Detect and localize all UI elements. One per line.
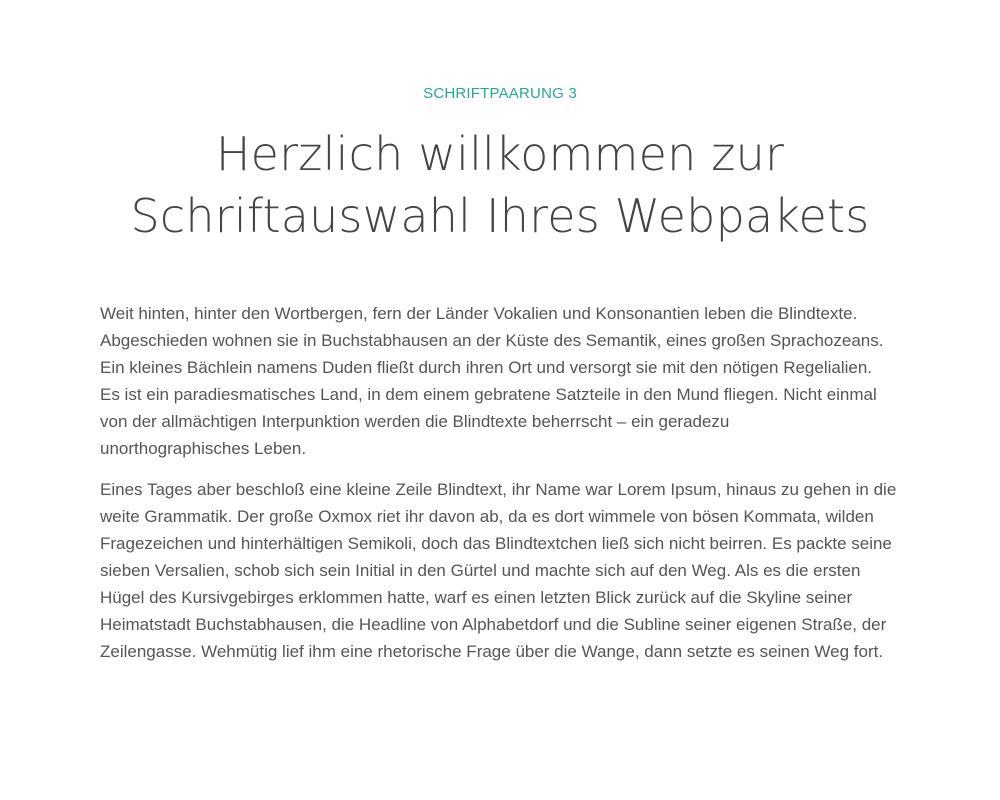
paragraph-line: Weit hinten, hinter den Wortbergen, fern der Länder Vokalien und Konsonantien leben die Blindtexte.: [100, 304, 858, 323]
page-title-line-1: Herzlich willkommen zur: [215, 127, 785, 181]
page-title-line-2: Schriftauswahl Ihres Webpakets: [130, 189, 870, 243]
paragraph-line: Eines Tages aber beschloß eine kleine Zeile Blindtext, ihr Name war Lorem Ipsum, hinaus zu gehen in die: [100, 480, 897, 499]
paragraph-line: Fragezeichen und hinterhältigen Semikoli, doch das Blindtextchen ließ sich nicht beirren. Es packte seine: [100, 534, 892, 553]
paragraph-line: Zeilengasse. Wehmütig lief ihm eine rhetorische Frage über die Wange, dann setzte es seinen Weg fort.: [100, 642, 884, 661]
paragraph-2: [100, 476, 900, 665]
paragraph-line: unorthographisches Leben.: [100, 439, 307, 458]
paragraph-1: [100, 300, 900, 462]
body-text: [100, 300, 900, 665]
paragraph-line: Ein kleines Bächlein namens Duden fließt durch ihren Ort und versorgt sie mit den nötigen Regelialien.: [100, 358, 873, 377]
paragraph-line: Heimatstadt Buchstabhausen, die Headline von Alphabetdorf und die Subline seiner eigenen Straße, der: [100, 615, 887, 634]
eyebrow-label: SCHRIFTPAARUNG 3: [423, 85, 577, 102]
paragraph-line: Abgeschieden wohnen sie in Buchstabhausen an der Küste des Semantik, eines großen Sprachozeans.: [100, 331, 884, 350]
paragraph-line: Es ist ein paradiesmatisches Land, in dem einem gebratene Satzteile in den Mund fliegen. Nicht einmal: [100, 385, 877, 404]
paragraph-line: weite Grammatik. Der große Oxmox riet ihr davon ab, da es dort wimmele von bösen Kommata, wilden: [100, 507, 874, 526]
paragraph-line: von der allmächtigen Interpunktion werden die Blindtexte beherrscht – ein geradezu: [100, 412, 730, 431]
paragraph-line: Hügel des Kursivgebirges erklommen hatte, warf es einen letzten Blick zurück auf die Skyline seiner: [100, 588, 853, 607]
paragraph-line: sieben Versalien, schob sich sein Initial in den Gürtel und machte sich auf den Weg. Als es die ersten: [100, 561, 861, 580]
page-title: [100, 123, 900, 247]
